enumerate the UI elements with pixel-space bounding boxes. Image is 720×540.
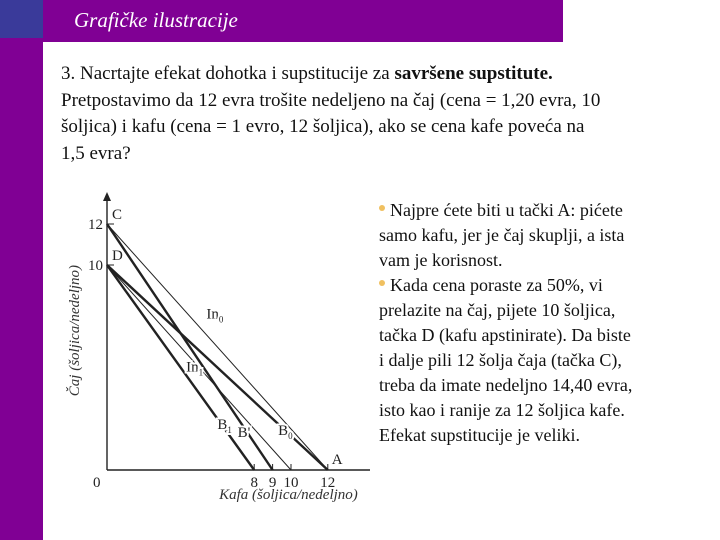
note-text: Najpre ćete biti u tački A: pićete [390, 200, 623, 220]
question-line [61, 61, 600, 88]
note-text: i dalje pili 12 šolja čaja (tačka C), [379, 350, 622, 370]
question-line [61, 114, 600, 141]
explanation-notes [379, 198, 632, 448]
question-line [61, 141, 600, 168]
bullet-icon [379, 205, 385, 211]
left-sidebar-bar [0, 0, 43, 540]
note-text: samo kafu, jer je čaj skuplji, a ista [379, 225, 625, 245]
note-text: vam je korisnost. [379, 250, 503, 270]
y-axis-title: Čaj (šoljica/nedeljno) [67, 264, 83, 397]
note-line [379, 323, 632, 348]
note-text: treba da imate nedeljno 14,40 evra, [379, 375, 633, 395]
header-band [43, 0, 563, 42]
note-text: prelazite na čaj, pijete 10 šoljica, [379, 300, 616, 320]
note-line [379, 373, 632, 398]
series-label: $B_0$ [278, 423, 293, 442]
bullet-icon [379, 280, 385, 286]
series-line-b0 [107, 265, 328, 470]
note-line [379, 248, 632, 273]
question-text-part: Pretpostavimo da 12 evra trošite nedeljeno na čaj (cena = 1,20 evra, 10 [61, 89, 601, 111]
y-tick-label: 10 [88, 258, 103, 274]
question-text [61, 61, 600, 167]
series-label: $In_1$ [186, 359, 204, 378]
question-text-part: šoljica) i kafu (cena = 1 evro, 12 šoljica), ako se cena kafe poveća na [61, 116, 585, 137]
y-tick-label: 12 [88, 217, 103, 233]
corner-accent-block [0, 0, 43, 38]
x-tick-label: 9 [268, 475, 277, 491]
note-text: Kada cena poraste za 50%, vi [390, 275, 603, 295]
note-line [379, 423, 632, 448]
y-axis-arrow-icon [103, 192, 111, 201]
note-line [379, 273, 632, 298]
point-label-d: D [112, 248, 123, 264]
question-text-part: 1,5 evra? [61, 142, 131, 164]
question-line [61, 88, 600, 115]
series-label: B' [237, 425, 251, 442]
series-line-in0 [107, 224, 328, 470]
note-line [379, 398, 632, 423]
origin-label: 0 [93, 475, 101, 491]
series-label: $In_0$ [206, 306, 224, 325]
note-line [379, 198, 632, 223]
note-line [379, 223, 632, 248]
note-line [379, 298, 632, 323]
budget-indifference-chart [60, 190, 370, 510]
note-text: isto kao i ranije za 12 šoljica kafe. [379, 400, 625, 420]
x-tick-label: 10 [283, 475, 299, 491]
note-text: Efekat supstitucije je veliki. [379, 425, 580, 445]
note-text: tačka D (kafu apstinirate). Da biste [379, 325, 631, 345]
point-label-c: C [112, 207, 123, 223]
x-tick-label: 12 [320, 475, 336, 491]
question-text-part: 3. Nacrtajte efekat dohotka i supstitucije za [61, 63, 395, 84]
series-label: $B_1$ [217, 417, 232, 435]
series-line-b1 [107, 265, 254, 470]
slide-title: Grafičke ilustracije [74, 8, 238, 32]
question-emphasis: savršene supstitute. [394, 63, 553, 84]
point-label-a: A [331, 452, 343, 468]
x-axis-title: Kafa (šoljica/nedeljno) [219, 487, 358, 503]
note-line [379, 348, 632, 373]
x-tick-label: 8 [250, 475, 258, 491]
